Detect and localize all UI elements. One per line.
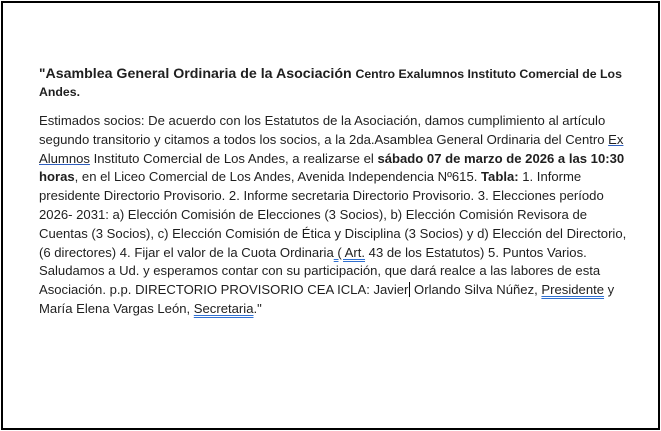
secretaria-flagged: Secretaria <box>193 300 254 316</box>
document-body <box>39 65 633 319</box>
announcement-paragraph <box>39 112 633 319</box>
tabla-label: Tabla: <box>481 169 519 185</box>
ex-alumnos-underlined: Ex Alumnos <box>39 131 624 166</box>
paragraph-text-6: Orlando Silva Núñez, <box>410 282 542 298</box>
meeting-date: sábado 07 de marzo de 2026 a las 10:30 horas <box>39 150 625 185</box>
art-reference-flagged: ( Art. <box>333 244 366 260</box>
document-title <box>39 65 633 101</box>
paragraph-close-quote: ." <box>253 300 262 316</box>
paragraph-text-4: 1. Informe presidente Directorio Provisorio. 2. Informe secretaria Directorio Provisorio. 3. Elecciones período 2026- 2031: a) Elección Comisión de Elecciones (3 Socios), b) Elección Comisión Revisora de Cuentas (3 Socios), c) Elección Comisión de Ética y Disciplina (3 Socios) y d) Elección del Directorio, (6 directores) 4. Fijar el valor de la Cuota Ordinaria <box>39 169 627 260</box>
paragraph-text-3: , en el Liceo Comercial de Los Andes, Avenida Independencia Nº615. <box>74 169 482 185</box>
paragraph-text-7: y María Elena Vargas León, <box>39 282 615 316</box>
title-main: Asamblea General Ordinaria de la Asociación <box>45 66 352 82</box>
paragraph-text-2: Instituto Comercial de Los Andes, a realizarse el <box>89 150 378 166</box>
presidente-flagged: Presidente <box>541 282 605 298</box>
paragraph-text-1: Estimados socios: De acuerdo con los Estatutos de la Asociación, damos cumplimiento al artículo segundo transitorio y citamos a todos los socios, a la 2da.Asamblea General Ordinaria del Centro <box>39 113 609 147</box>
document-frame <box>1 1 660 430</box>
title-open-quote: " <box>39 66 46 81</box>
title-subtitle: Centro Exalumnos Instituto Comercial de Los Andes. <box>39 67 622 99</box>
paragraph-text-5: 43 de los Estatutos) 5. Puntos Varios. Saludamos a Ud. y esperamos contar con su participación, que dará realce a las labores de esta Asociación. p.p. DIRECTORIO PROVISORIO CEA ICLA: Javier <box>39 244 601 298</box>
